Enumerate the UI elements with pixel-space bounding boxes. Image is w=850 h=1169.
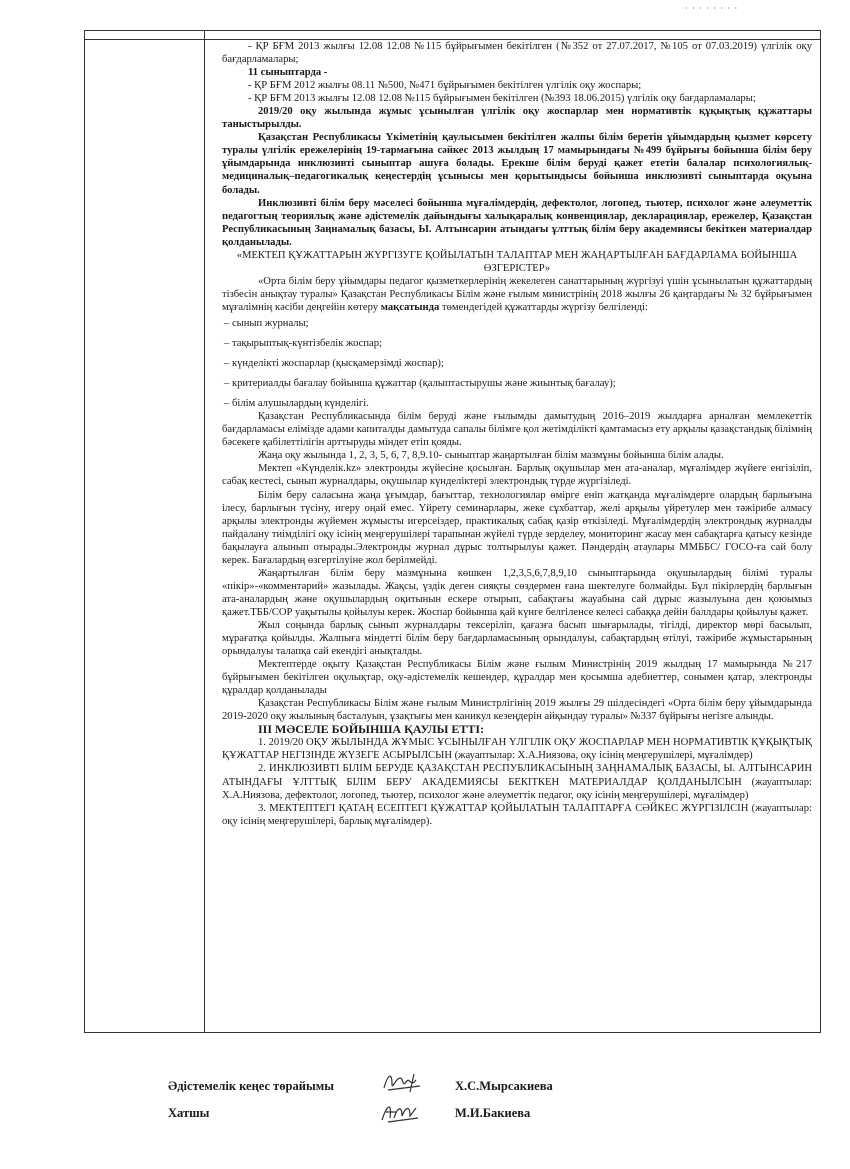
section-title: «МЕКТЕП ҚҰЖАТТАРЫН ЖҮРГІЗУГЕ ҚОЙЫЛАТЫН ТАЛАПТАР МЕН ЖАҢАРТЫЛҒАН БАҒДАРЛАМА БОЙЫНША ӨЗГЕРІСТЕР» xyxy=(236,249,798,274)
resolution-heading: III МӘСЕЛЕ БОЙЫНША ҚАУЛЫ ЕТТІ: xyxy=(258,722,485,737)
paragraph-part: «Орта білім беру ұйымдары педагог қызметкерлерінің жекелеген санаттарының жүргізуі үшін ұсынылатын құжаттардың тізбесін анықтау туралы» Қазақстан Республикасы Білім және ғылым министрінің 2018 жылғы 26 қаңтардағы № 32 бұйрығымен мұғалімнің кәсіби деңгейін көтеру xyxy=(222,275,812,313)
chair-signature-icon xyxy=(380,1068,428,1096)
paragraph: Жаңартылған білім беру мазмұнына көшкен 1,2,3,5,6,7,8,9,10 сыныптарында оқушылардың білімі туралы «пікір»-«комментарий» жазылады. Жақсы, үздік деген сияқты сөздермен ғана шектелуге болмайды. Бұл пікірлердің барлығын ата-аналардың және оқушылардың оқитынын ескере отырып, сабақтағы жауабына сай дұрыс жазылуына ден қоюымыз қажет.ТББ/СОР уақытылы қойылуы керек. Жоспар бойынша қай күнге белгіленсе келесі сабаққа дейін баллдары қойылуы қажет. xyxy=(222,567,812,618)
paragraph-part: төмендегідей құжаттарды жүргізу белгіленді: xyxy=(439,301,648,313)
corner-mark: · · · · · · · · xyxy=(685,4,739,13)
paragraph xyxy=(222,275,812,314)
paragraph: - ҚР БҒМ 2012 жылғы 08.11 №500, №471 бұйрығымен бекітілген үлгілік оқу жоспары; xyxy=(248,80,642,92)
paragraph: Жыл соңында барлық сынып журналдары тексеріліп, қағазға басып шығарылады, тігілді, директор мөрі басылып, мұрағатқа қойылды. Жалпыға міндетті білім беру бағдарламасының орындалуы, сабақтардың өтілуі, тәжірибе жұмыстарының орындалуы талапқа сай екендігі анықталды. xyxy=(222,619,812,658)
list-item: – сынып журналы; xyxy=(224,317,309,329)
paragraph: Жаңа оқу жылында 1, 2, 3, 5, 6, 7, 8,9.10- сыныптар жаңартылған білім мазмұны бойынша білім алады. xyxy=(258,450,724,462)
paragraph: - ҚР БҒМ 2013 жылғы 12.08 12.08 №115 бұйрығымен бекітілген (№393 18.06.2015) үлгілік оқу бағдарламалары; xyxy=(248,93,756,105)
paragraph: Мектептерде оқыту Қазақстан Республикасы Білім және ғылым Министрінің 2019 жылдың 17 мамырында №217 бұйрығымен бекітілген оқулықтар, оқу-әдістемелік кешендер, құралдар мен қосымша әдебиеттер, сонымен қатар, электронды құралдар қолданылады xyxy=(222,659,812,697)
paragraph: Мектеп «Kүнделік.kz» электронды жүйесіне қосылған. Барлық оқушылар мен ата-аналар, мұғалімдер жүйеге енгізіліп, сабақ кестесі, сынып журналдары, оқушылар күнделіктері электрондық түрде жүргізіледі. xyxy=(222,463,812,488)
paragraph: Қазақстан Республикасында білім беруді және ғылымды дамытудың 2016–2019 жылдарға арналған мемлекеттік бағдарламасы елімізде адами капиталды дамытуда сапалы білімге қол жетімділікті қамтамасыз ету арқылы қазақстандық білімнің бәсекеге қабілеттілігін арттыруды міндет етіп қояды. xyxy=(222,411,812,449)
resolution-item: 3. МЕКТЕПТЕГІ ҚАТАҢ ЕСЕПТЕГІ ҚҰЖАТТАР ҚОЙЫЛАТЫН ТАЛАПТАРҒА СӘЙКЕС ЖҮРГІЗІЛСІН (жауаптылар: оқу ісінің меңгерушілері, барлық мұғалімдер). xyxy=(222,802,812,827)
paragraph: Қазақстан Республикасы Білім және ғылым Министрлігінің 2019 жылғы 29 шілдесіндегі «Орта білім беру ұйымдарында 2019-2020 оқу жылының басталуын, ұзақтығы мен каникул кезеңдерін айқындау туралы» №337 бұйрығы негізге алынды. xyxy=(222,698,812,723)
paragraph: 2019/20 оқу жылында жұмыс ұсынылған үлгілік оқу жоспарлар мен нормативтік құқықтық құжаттары таныстырылды. xyxy=(222,106,812,131)
protocol-text xyxy=(222,40,812,828)
chair-name: Х.С.Мырсакиева xyxy=(455,1079,553,1093)
secretary-signature-icon xyxy=(378,1098,426,1126)
table-column-divider xyxy=(204,31,205,1032)
paragraph-emphasis: мақсатында xyxy=(380,301,440,313)
resolution-item: 1. 2019/20 ОҚУ ЖЫЛЫНДА ЖҰМЫС ҰСЫНЫЛҒАН ҮЛГІЛІК ОҚУ ЖОСПАРЛАР МЕН НОРМАТИВТІК ҚҰҚЫҚТЫҚ ҚҰЖАТТАР НЕГІЗІНДЕ ЖҮЗЕГЕ АСЫРЫЛСЫН (жауаптылар: Х.А.Ниязова, оқу ісінің меңгерушілері, мұғалімдер) xyxy=(222,737,812,762)
chair-title: Әдістемелік кеңес төрайымы xyxy=(168,1079,334,1093)
paragraph-heading: 11 сыныптарда - xyxy=(248,67,328,79)
paragraph: - ҚР БҒМ 2013 жылғы 12.08 12.08 №115 бұйрығымен бекітілген (№352 от 27.07.2017, №105 от 07.03.2019) үлгілік оқу бағдарламалары; xyxy=(222,41,812,66)
paragraph: Қазақстан Республикасы Үкіметінің қаулысымен бекітілген жалпы білім беретін ұйымдардың қызмет көрсету туралы үлгілік ережелерінің 19-тармағына сәйкес 2013 жылдың 17 мамырындағы №499 бұйрығы бойынша білім беру ұйымдарында инклюзивті сыныптар ашуға болады. Ерекше білім беруді қажет ететін балалар психологиялық-медициналық–педагогикалық кеңестердің ұсынысы мен қорытындысы бойынша инклюзивті сыныптарда оқуына болады. xyxy=(222,132,812,196)
secretary-name: М.И.Бакиева xyxy=(455,1106,531,1120)
list-item: – тақырыптық-күнтізбелік жоспар; xyxy=(224,338,382,350)
secretary-title: Хатшы xyxy=(168,1106,210,1120)
list-item: – критериалды бағалау бойынша құжаттар (қалыптастырушы және жиынтық бағалау); xyxy=(224,378,616,390)
paragraph: Инклюзивті білім беру мәселесі бойынша мұғалімдердің, дефектолог, логопед, тьютер, психолог және әлеуметтік педагогтың теориялық және әдістемелік дайындығы халықаралық конвенциялар, декларациялар, ережелер, Қазақстан Республикасының Заңнамалық базасы, Ы. Алтынсарин атындағы ұлттық білім беру академиясы бекіткен материалдар қолданылады. xyxy=(222,197,812,248)
resolution-item: 2. ИНКЛЮЗИВТІ БІЛІМ БЕРУДЕ ҚАЗАҚСТАН РЕСПУБЛИКАСЫНЫҢ ЗАҢНАМАЛЫҚ БАЗАСЫ, Ы. АЛТЫНСАРИН АТЫНДАҒЫ ҰЛТТЫҚ БІЛІМ БЕРУ АКАДЕМИЯСЫ БЕКІТКЕН МАТЕРИАЛДАР ҚОЛДАНЫЛСЫН (жауаптылар: Х.А.Ниязова, дефектолог, логопед, тьютер, психолог және әлеуметтік педагог, оқу ісінің меңгерушілері, мұғалімдер) xyxy=(222,763,812,801)
list-item: – білім алушылардың күнделігі. xyxy=(224,398,369,410)
list-item: – күнделікті жоспарлар (қысқамерзімді жоспар); xyxy=(224,358,444,370)
paragraph: Білім беру саласына жаңа ұғымдар, бағыттар, технологиялар өмірге еніп жатқанда мұғалімдерге олардың барлығына ілесу, барлығын түсіну, игеру оңай емес. Үйрету семинарлары, жеке сұхбаттар, желі арқылы үйретулер мен тәжірибе алмасу арқылы электронды жүйемен жұмысты игерсеіздер, практикалық сабақ қазір өткізіледі. Мұғалімдердің электрондық журналды пайдалану тиімділігі оқу ісінің меңгерушілері тарапынан жүйелі түрде зерделеу, мониторинг жасау мен сабақтарға қатысу кезінде бақылауға алынып отырады.Электронды журнал дұрыс толтырылуы қажет. Пәндердің атаулары ММББС/ ГОСО-ға сай болу керек. Бағалардың өзгертілуіне жол берілмейді. xyxy=(222,489,812,566)
